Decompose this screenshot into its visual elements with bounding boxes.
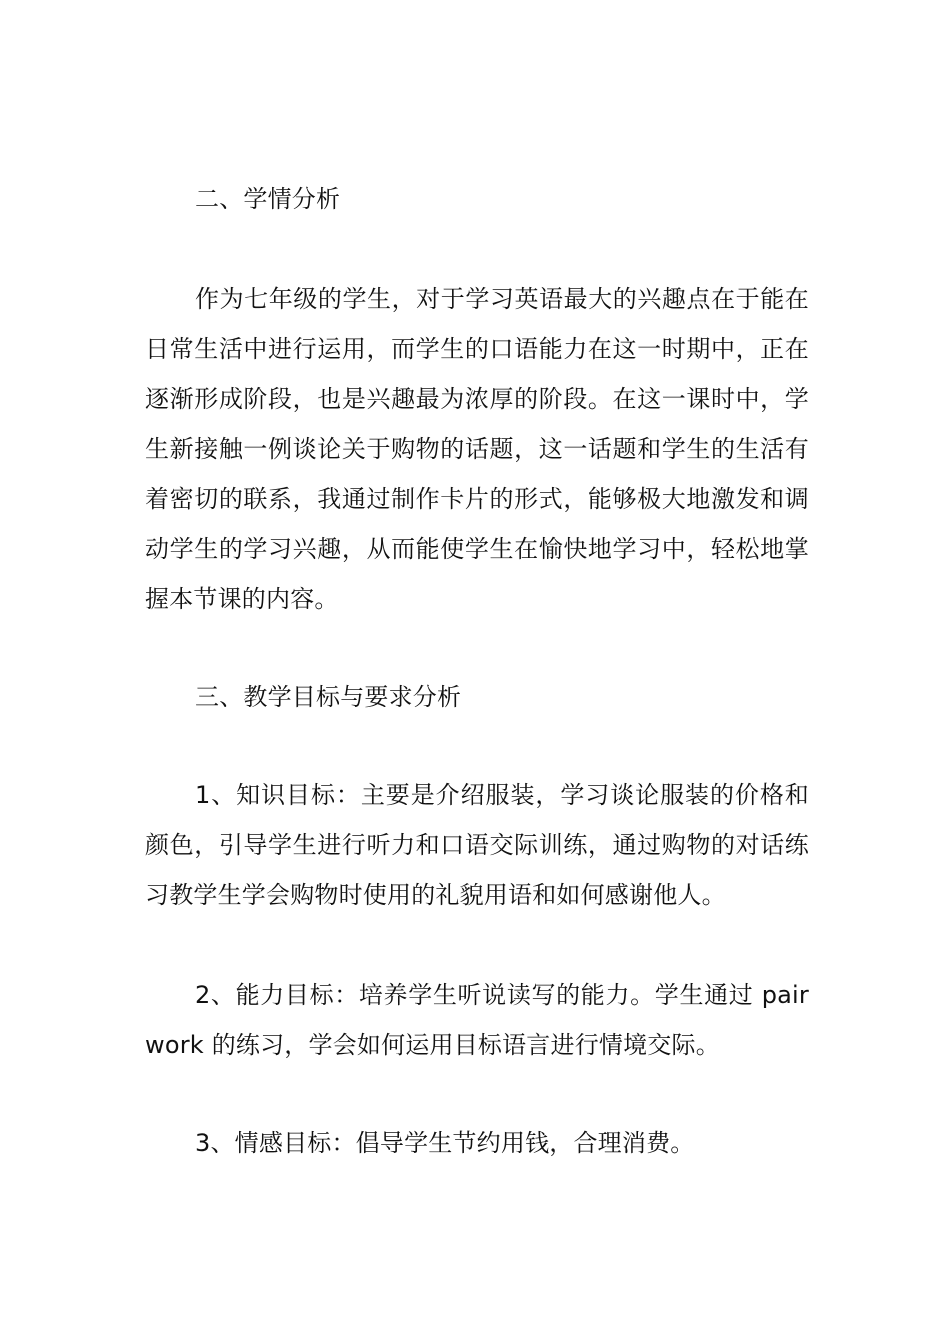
section-2-heading: 二、学情分析 xyxy=(195,185,341,213)
section-3-heading: 三、教学目标与要求分析 xyxy=(195,683,462,711)
ability-goal-paragraph: 2、能力目标：培养学生听说读写的能力。学生通过 pair work 的练习，学会如何运用目标语言进行情境交际。 xyxy=(145,981,809,1059)
section-2-paragraph: 作为七年级的学生，对于学习英语最大的兴趣点在于能在日常生活中进行运用，而学生的口语能力在这一时期中，正在逐渐形成阶段，也是兴趣最为浓厚的阶段。在这一课时中，学生新接触一例谈论关于购物的话题，这一话题和学生的生活有着密切的联系，我通过制作卡片的形式，能够极大地激发和调动学生的学习兴趣，从而能使学生在愉快地学习中，轻松地掌握本节课的内容。 xyxy=(145,285,809,613)
emotion-goal-paragraph: 3、情感目标：倡导学生节约用钱，合理消费。 xyxy=(195,1129,695,1157)
knowledge-goal-paragraph: 1、知识目标：主要是介绍服装，学习谈论服装的价格和颜色，引导学生进行听力和口语交际训练，通过购物的对话练习教学生学会购物时使用的礼貌用语和如何感谢他人。 xyxy=(145,781,809,909)
